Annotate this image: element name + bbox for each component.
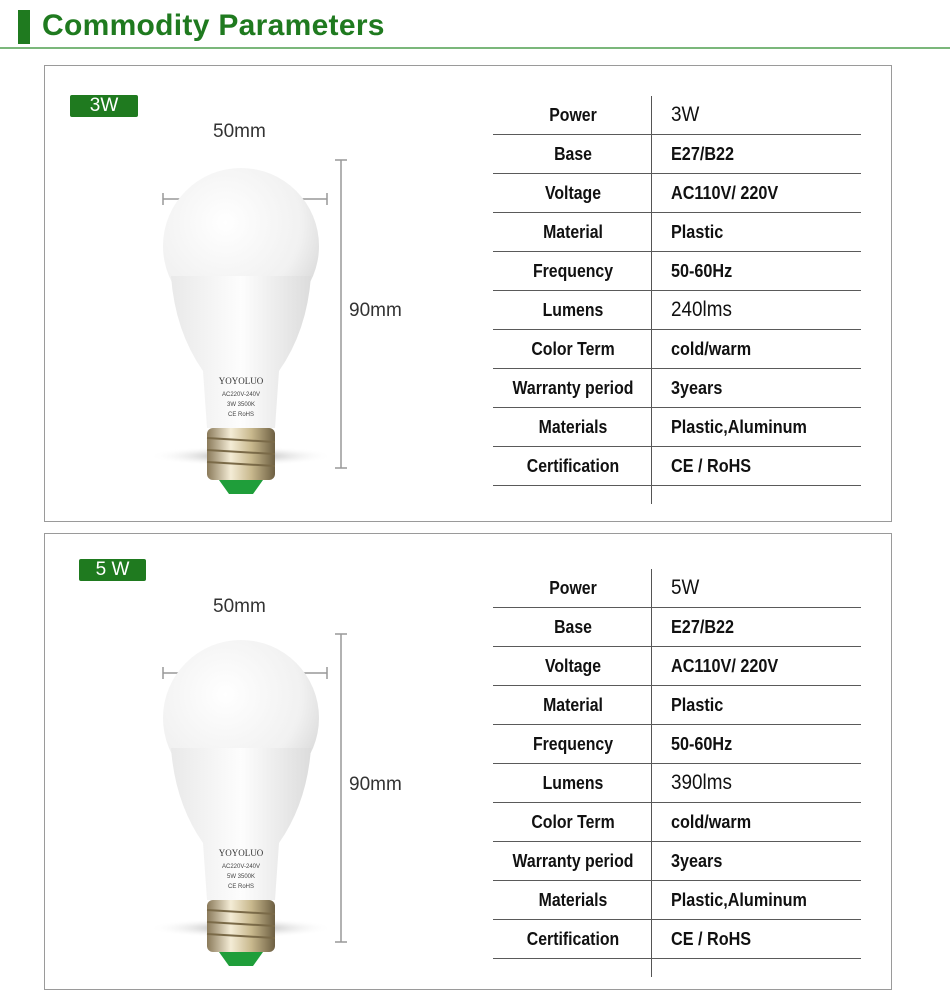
bulb-print-line2: 5W 3500K (226, 874, 256, 880)
bulb-brand-print: YOYOLUO (218, 848, 264, 858)
spec-value: Plastic (671, 222, 724, 242)
spec-key: Frequency (532, 261, 614, 281)
spec-row (493, 608, 861, 647)
spec-table (493, 96, 861, 486)
height-dimension-label: 90mm (349, 774, 402, 795)
spec-row (493, 920, 861, 959)
spec-key: Lumens (542, 773, 604, 793)
spec-value: CE / RoHS (671, 929, 752, 949)
spec-row (493, 686, 861, 725)
spec-value: Plastic (671, 695, 724, 715)
spec-key: Voltage (544, 656, 602, 676)
spec-key: Color Term (531, 339, 615, 359)
page-title: Commodity Parameters (42, 9, 385, 42)
spec-row (493, 135, 861, 174)
height-dimension-label: 90mm (349, 300, 402, 321)
spec-row (493, 881, 861, 920)
spec-row (493, 803, 861, 842)
spec-value: 50-60Hz (671, 734, 733, 754)
product-panel-3w (44, 65, 892, 522)
spec-row (493, 647, 861, 686)
spec-value: 3years (671, 851, 723, 871)
spec-table (493, 569, 861, 959)
spec-value: 3W (671, 103, 700, 126)
spec-key: Warranty period (512, 378, 634, 398)
product-panel-5w (44, 533, 892, 990)
spec-key: Power (549, 578, 597, 598)
spec-key: Certification (526, 929, 620, 949)
spec-row (493, 96, 861, 135)
spec-row (493, 408, 861, 447)
spec-row (493, 569, 861, 608)
spec-key: Power (549, 105, 597, 125)
spec-row (493, 252, 861, 291)
width-dimension-label: 50mm (213, 121, 266, 142)
spec-row (493, 369, 861, 408)
spec-value: 240lms (671, 298, 732, 321)
spec-value: 3years (671, 378, 723, 398)
spec-key: Lumens (542, 300, 604, 320)
spec-value: cold/warm (671, 339, 752, 359)
spec-row (493, 447, 861, 486)
header-accent-bar (18, 10, 30, 44)
spec-key: Base (554, 617, 592, 637)
spec-value: AC110V/ 220V (671, 656, 779, 676)
bulb-print-line1: AC220V-240V (221, 392, 261, 398)
wattage-badge: 3W (70, 95, 138, 117)
spec-value: Plastic,Aluminum (671, 417, 807, 437)
spec-key: Materials (538, 417, 608, 437)
spec-value: E27/B22 (671, 617, 735, 637)
header-underline (0, 47, 950, 49)
spec-value: E27/B22 (671, 144, 735, 164)
bulb-dimension-illustration (145, 584, 465, 974)
spec-row (493, 174, 861, 213)
bulb-print-line1: AC220V-240V (221, 864, 261, 870)
spec-key: Certification (526, 456, 620, 476)
spec-row (493, 725, 861, 764)
wattage-badge: 5 W (79, 559, 146, 581)
spec-key: Color Term (531, 812, 615, 832)
section-header (0, 0, 950, 50)
bulb-print-line2: 3W 3500K (226, 402, 256, 408)
spec-key: Materials (538, 890, 608, 910)
bulb-dimension-illustration (145, 116, 465, 506)
spec-row (493, 291, 861, 330)
spec-key: Material (543, 695, 603, 715)
spec-key: Warranty period (512, 851, 634, 871)
width-dimension-label: 50mm (213, 596, 266, 617)
spec-value: CE / RoHS (671, 456, 752, 476)
spec-value: 390lms (671, 771, 732, 794)
spec-value: AC110V/ 220V (671, 183, 779, 203)
spec-value: Plastic,Aluminum (671, 890, 807, 910)
spec-key: Voltage (544, 183, 602, 203)
bulb-brand-print: YOYOLUO (218, 376, 264, 386)
spec-key: Material (543, 222, 603, 242)
spec-row (493, 764, 861, 803)
spec-value: 5W (671, 576, 700, 599)
spec-row (493, 330, 861, 369)
bulb-print-line3: CE RoHS (227, 884, 255, 890)
spec-value: 50-60Hz (671, 261, 733, 281)
spec-row (493, 213, 861, 252)
spec-value: cold/warm (671, 812, 752, 832)
spec-row (493, 842, 861, 881)
spec-key: Frequency (532, 734, 614, 754)
spec-key: Base (554, 144, 592, 164)
bulb-print-line3: CE RoHS (227, 412, 255, 418)
